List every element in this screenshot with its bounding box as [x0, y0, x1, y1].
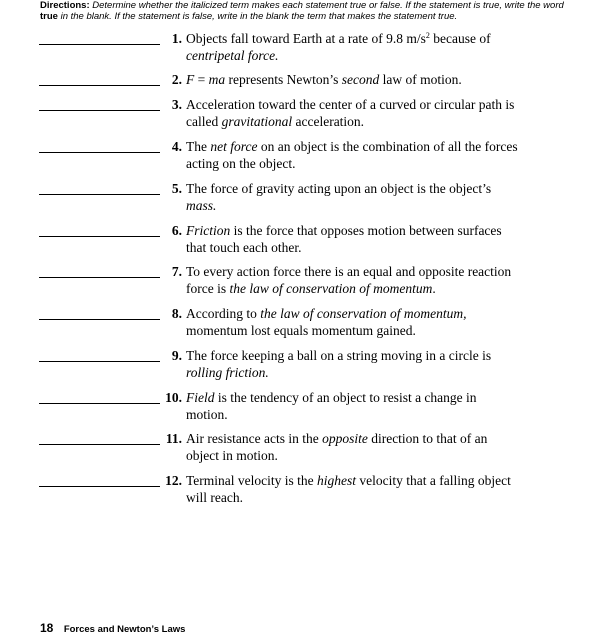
italic-term: second	[341, 72, 380, 87]
question-statement	[186, 390, 520, 423]
statement-text: Acceleration toward the center of a curved or circular path is called	[186, 97, 515, 129]
footer-title: Forces and Newton’s Laws	[63, 624, 186, 635]
directions-text-before: Determine whether the italicized term makes each statement true or false. If the statement is true, write the word	[92, 0, 564, 11]
statement-text: acceleration.	[292, 113, 365, 129]
question-number: 1.	[171, 31, 182, 46]
statement-text: .	[432, 280, 436, 296]
directions-label: Directions:	[40, 0, 90, 11]
italic-term: gravitational	[221, 113, 293, 129]
question-item	[0, 390, 605, 426]
italic-term: F	[186, 72, 195, 87]
statement-text: velocity that a falling object will reach.	[186, 473, 511, 505]
question-number: 2.	[171, 72, 182, 87]
page-number: 18	[40, 621, 54, 635]
question-item	[0, 97, 605, 133]
question-statement	[186, 264, 520, 297]
italic-term: the law of conservation of momentum,	[260, 306, 467, 321]
question-item	[0, 31, 605, 67]
question-statement	[186, 31, 520, 64]
italic-term: Field	[186, 390, 215, 405]
statement-text: =	[194, 72, 209, 87]
question-number: 7.	[171, 264, 182, 279]
question-statement	[186, 223, 520, 256]
italic-term: the law of conservation of momentum	[229, 280, 433, 296]
statement-text: According to	[186, 306, 261, 321]
statement-text: because of	[429, 31, 491, 46]
question-statement	[186, 431, 520, 464]
statement-text: law of motion.	[379, 72, 462, 87]
answer-blank[interactable]	[39, 85, 160, 86]
question-item	[0, 431, 605, 467]
italic-term: net force	[210, 139, 258, 154]
italic-term: opposite	[322, 431, 368, 446]
answer-blank[interactable]	[39, 44, 160, 45]
question-statement	[186, 72, 520, 89]
statement-text: represents Newton’s	[225, 72, 342, 87]
answer-blank[interactable]	[39, 361, 160, 362]
directions-true-word: true	[40, 11, 58, 22]
question-item	[0, 139, 605, 175]
italic-term: centripetal force.	[186, 47, 279, 63]
statement-text: on an object is the combination of all the forces acting on the object.	[186, 139, 518, 171]
statement-text: direction to that of an object in motion.	[186, 431, 488, 463]
italic-term: ma	[208, 72, 226, 87]
answer-blank[interactable]	[39, 403, 160, 404]
question-number: 3.	[171, 97, 182, 112]
statement-text: To every action force there is an equal and opposite reaction force is	[186, 264, 512, 296]
question-statement	[186, 97, 520, 130]
statement-text: The force of gravity acting upon an object is the object’s	[186, 181, 492, 196]
answer-blank[interactable]	[39, 319, 160, 320]
question-number: 4.	[171, 139, 182, 154]
statement-text: is the tendency of an object to resist a change in motion.	[186, 390, 477, 422]
page-footer	[40, 619, 185, 637]
question-number: 11.	[165, 431, 182, 446]
question-statement	[186, 348, 520, 381]
question-item	[0, 473, 605, 509]
directions-text-after: in the blank. If the statement is false, write in the blank the term that makes the statement true.	[60, 11, 458, 22]
question-item	[0, 264, 605, 300]
statement-text: Terminal velocity is the	[186, 473, 318, 488]
question-number: 5.	[171, 181, 182, 196]
question-item	[0, 348, 605, 384]
italic-term: rolling friction.	[186, 364, 269, 380]
statement-text: Objects fall toward Earth at a rate of 9.8 m/s	[186, 31, 426, 46]
italic-term: Friction	[186, 223, 231, 238]
statement-text: Air resistance acts in the	[186, 431, 323, 446]
question-item	[0, 181, 605, 217]
answer-blank[interactable]	[39, 486, 160, 487]
answer-blank[interactable]	[39, 236, 160, 237]
statement-text: momentum lost equals momentum gained.	[186, 322, 416, 338]
answer-blank[interactable]	[39, 152, 160, 153]
question-item	[0, 306, 605, 342]
superscript-text: 2	[425, 31, 430, 40]
question-statement	[186, 473, 520, 506]
question-number: 10.	[165, 390, 182, 405]
statement-text: The force keeping a ball on a string moving in a circle is	[186, 348, 492, 363]
italic-term: mass.	[186, 197, 217, 213]
directions	[40, 0, 580, 22]
statement-text: is the force that opposes motion between surfaces that touch each other.	[186, 223, 502, 255]
italic-term: highest	[317, 473, 357, 488]
answer-blank[interactable]	[39, 110, 160, 111]
answer-blank[interactable]	[39, 194, 160, 195]
question-number: 8.	[171, 306, 182, 321]
question-number: 12.	[165, 473, 182, 488]
question-item	[0, 223, 605, 259]
answer-blank[interactable]	[39, 444, 160, 445]
question-number: 9.	[171, 348, 182, 363]
question-statement	[186, 181, 520, 214]
statement-text: The	[186, 139, 211, 154]
answer-blank[interactable]	[39, 277, 160, 278]
question-number: 6.	[171, 223, 182, 238]
question-statement	[186, 139, 520, 172]
question-statement	[186, 306, 520, 339]
